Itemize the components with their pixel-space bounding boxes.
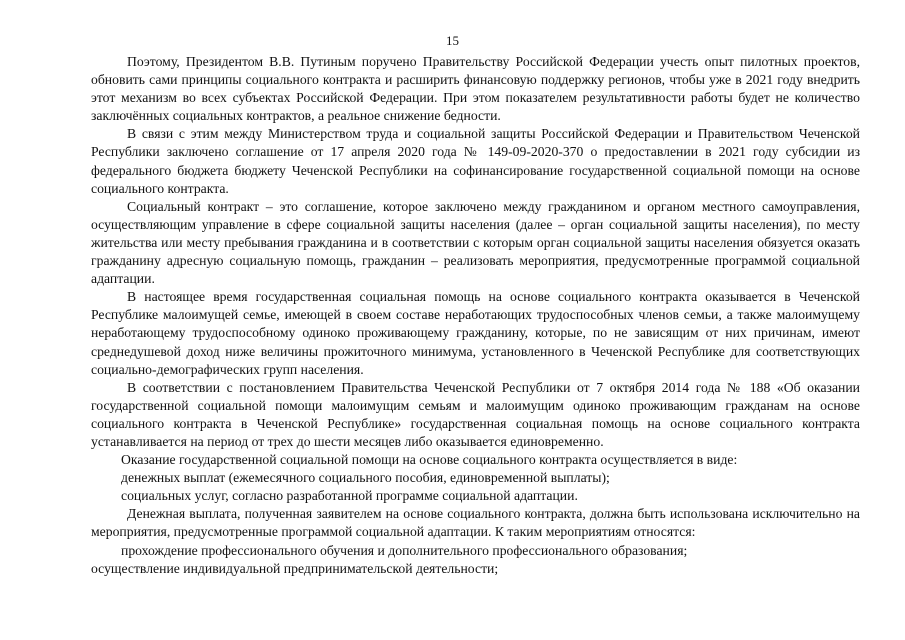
list-item-4: осуществление индивидуальной предпринимательской деятельности; <box>91 560 499 576</box>
page-number: 15 <box>446 33 459 48</box>
list-item-3: прохождение профессионального обучения и дополнительного профессионального образования; <box>121 542 688 558</box>
paragraph-5: В соответствии с постановлением Правительства Чеченской Республики от 7 октября 2014 года № 188 «Об оказании государственной социальной помощи малоимущим семьям и малоимущим одиноко проживающим гражданам на основе социального контракта в Чеченской Республике» государственная социальная помощь на основе социального контракта устанавливается на период от трех до шести месяцев либо оказывается единовременно. <box>91 379 860 449</box>
paragraph-4: В настоящее время государственная социальная помощь на основе социального контракта оказывается в Чеченской Республике малоимущей семье, имеющей в своем составе неработающих трудоспособных членов семьи, а также малоимущему неработающему трудоспособному одиноко проживающему гражданину, которые, по не зависящим от них причинам, имеют среднедушевой доход ниже величины прожиточного минимума, установленного в Чеченской Республике для соответствующих социально-демографических групп населения. <box>91 289 860 377</box>
paragraph-2: В связи с этим между Министерством труда и социальной защиты Российской Федерации и Правительством Чеченской Республики заключено соглашение от 17 апреля 2020 года № 149-09-2020-370 о предоставлении в 2021 году субсидии из федерального бюджета бюджету Чеченской Республики на софинансирование государственной социальной помощи на основе социального контракта. <box>91 126 860 196</box>
document-body <box>91 53 860 578</box>
paragraph-3: Социальный контракт – это соглашение, которое заключено между гражданином и органом местного самоуправления, осуществляющим управление в сфере социальной защиты населения (далее – орган социальной защиты населения), по месту жительства или месту пребывания гражданина и в соответствии с которым орган социальной защиты населения обязуется оказать гражданину адресную социальную помощь, гражданин – реализовать мероприятия, предусмотренные программой социальной адаптации. <box>91 198 860 287</box>
list-item-2: социальных услуг, согласно разработанной программе социальной адаптации. <box>121 488 578 504</box>
paragraph-1: Поэтому, Президентом В.В. Путиным поручено Правительству Российской Федерации учесть опыт пилотных проектов, обновить сами принципы социального контракта и расширить финансовую поддержку регионов, чтобы уже в 2021 году внедрить этот механизм во всех субъектах Российской Федерации. При этом показателем результативности работы будет не количество заключённых социальных контрактов, а реальное снижение бедности. <box>91 54 860 124</box>
paragraph-6: Оказание государственной социальной помощи на основе социального контракта осуществляется в виде: <box>121 452 738 468</box>
list-item-1: денежных выплат (ежемесячного социального пособия, единовременной выплаты); <box>121 470 610 486</box>
paragraph-7: Денежная выплата, полученная заявителем на основе социального контракта, должна быть использована исключительно на мероприятия, предусмотренные программой социальной адаптации. К таким мероприятиям относятся: <box>91 506 860 540</box>
